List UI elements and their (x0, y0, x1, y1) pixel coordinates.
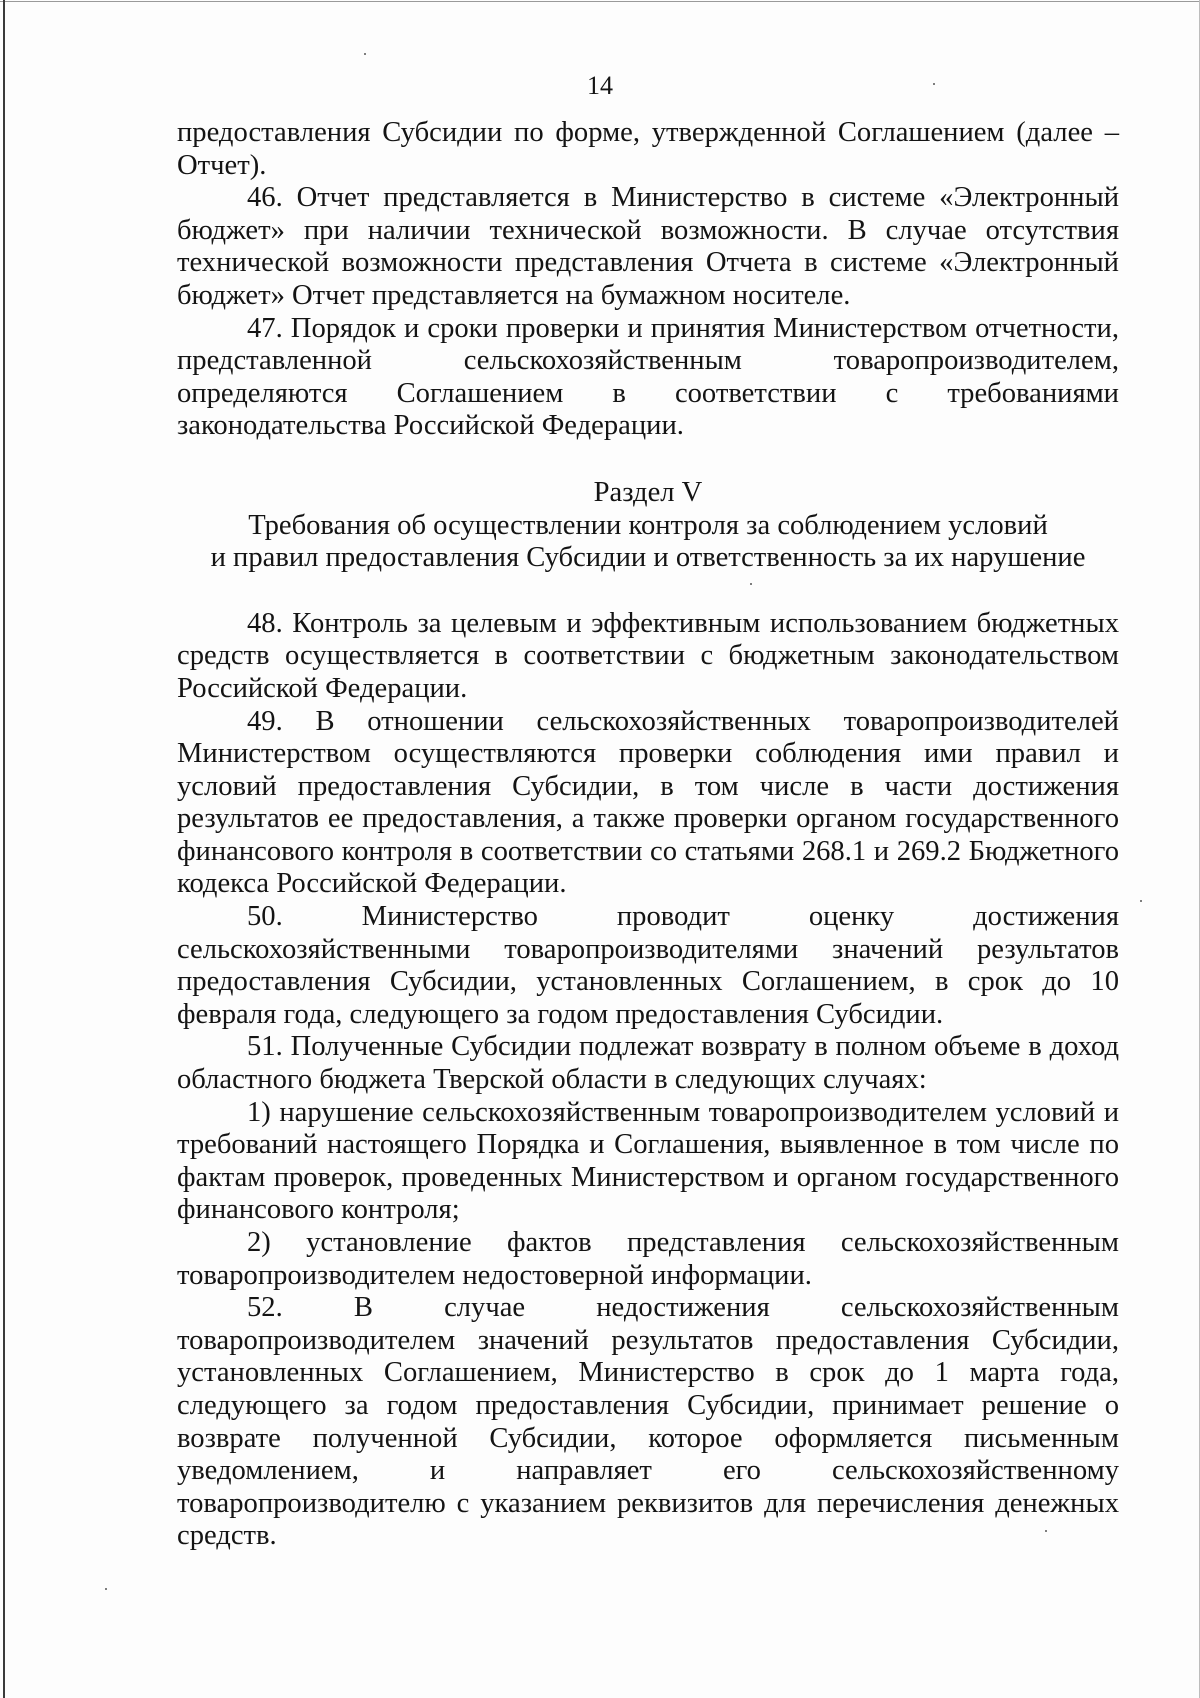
document-body (177, 117, 1119, 1553)
page-number: 14 (587, 71, 613, 100)
section-title-line-2: и правил предоставления Субсидии и ответственность за их нарушение (210, 542, 1086, 574)
scan-edge-top (0, 1, 1200, 2)
section-title-line-1: Требования об осуществлении контроля за соблюдением условий (248, 509, 1048, 541)
paragraph-48: 48. Контроль за целевым и эффективным использованием бюджетных средств осуществляется в соответствии с бюджетным законодательством Российской Федерации. (177, 607, 1119, 704)
scan-edge-left (3, 0, 5, 1698)
scan-speck (105, 1588, 107, 1590)
section-heading (177, 477, 1119, 575)
section-number: Раздел V (593, 476, 703, 508)
paragraph-49: 49. В отношении сельскохозяйственных товаропроизводителей Министерством осуществляются проверки соблюдения ими правил и условий предоставления Субсидии, в том числе в части достижения результатов ее предоставления, а также проверки органом государственного финансового контроля в соответствии со статьями 268.1 и 269.2 Бюджетного кодекса Российской Федерации. (177, 705, 1119, 900)
paragraph-47: 47. Порядок и сроки проверки и принятия Министерством отчетности, представленной сельскохозяйственным товаропроизводителем, определяются Соглашением в соответствии с требованиями законодательства Российской Федерации. (177, 312, 1119, 442)
scan-speck (364, 53, 366, 55)
paragraph-52: 52. В случае недостижения сельскохозяйственным товаропроизводителем значений результатов предоставления Субсидии, установленных Соглашением, Министерство в срок до 1 марта года, следующего за годом предоставления Субсидии, принимает решение о возврате полученной Субсидии, которое оформляется письменным уведомлением, и направляет его сельскохозяйственному товаропроизводителю с указанием реквизитов для перечисления денежных средств. (177, 1292, 1119, 1552)
paragraph-46: 46. Отчет представляется в Министерство в системе «Электронный бюджет» при наличии технической возможности. В случае отсутствия технической возможности представления Отчета в системе «Электронный бюджет» Отчет представляется на бумажном носителе. (177, 182, 1119, 311)
paragraph-50: 50. Министерство проводит оценку достижения сельскохозяйственными товаропроизводителями значений результатов предоставления Субсидии, установленных Соглашением, в срок до 10 февраля года, следующего за годом предоставления Субсидии. (177, 901, 1119, 1030)
paragraph-51-item-1: 1) нарушение сельскохозяйственным товаропроизводителем условий и требований настоящего Порядка и Соглашения, выявленное в том числе по фактам проверок, проведенных Министерством и органом государственного финансового контроля; (177, 1096, 1119, 1226)
paragraph-51: 51. Полученные Субсидии подлежат возврату в полном объеме в доход областного бюджета Тверской области в следующих случаях: (177, 1031, 1119, 1096)
paragraph-51-item-2: 2) установление фактов представления сельскохозяйственным товаропроизводителем недостоверной информации. (177, 1227, 1119, 1291)
scan-speck (1140, 900, 1142, 902)
paragraph-continuation: предоставления Субсидии по форме, утвержденной Соглашением (далее – Отчет). (177, 117, 1119, 181)
